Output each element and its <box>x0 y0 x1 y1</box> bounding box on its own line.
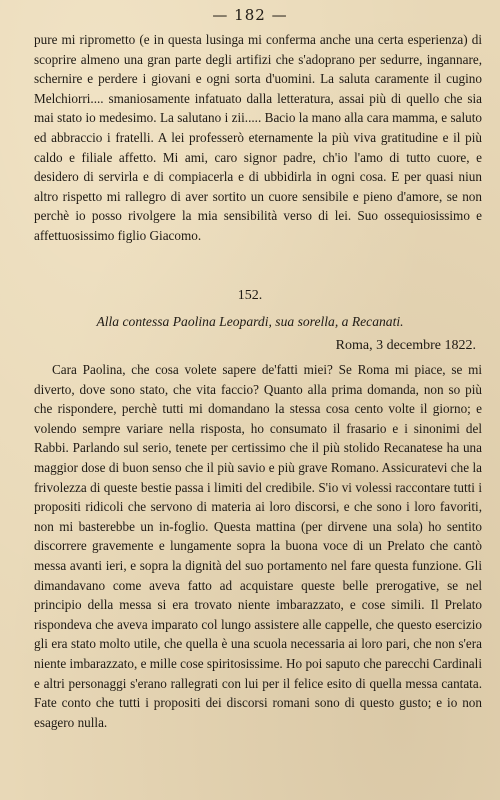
paragraph-1: pure mi riprometto (e in questa lusinga mi conferma anche una certa esperienza) di scoprire almeno una gran parte degli artifizi che s'adoprano per sedurre, ingannare, schernire e perdere i giovani e ogni sorta d'uomini. La saluta caramente il cugino Melchiorri.... smaniosamente infatuato dalla letteratura, assai più di quello che sia mai stato io medesimo. La salutano i zii..... Bacio la mano alla cara mamma, e saluto ed abbraccio i fratelli. A lei professerò eternamente la più viva gratitudine e il più caldo e filiale affetto. Mi ami, caro signor padre, ch'io l'amo di tutto cuore, e desidero di servirla e di compiacerla e di ubbidirla in ogni cosa. E per quasi niun altro rispetto mi rallegro di aver sortito un cuore sensibile e pieno d'amore, se non perchè io posso rivolgere la mia sensibilità verso di lei. Suo ossequiosissimo e affettuosissimo figlio Giacomo. <box>34 32 482 243</box>
letter-number: 152. <box>237 288 263 303</box>
letter-heading: Alla contessa Paolina Leopardi, sua sorella, a Recanati. <box>96 314 404 329</box>
paragraph-2: Cara Paolina, che cosa volete sapere de'fatti miei? Se Roma mi piace, se mi diverto, dove sono stato, che vita faccio? Quanto alla prima domanda, non so più che rispondere, perchè tutti mi domandano la stessa cosa cento volte il giorno; e volendo sempre variare nella risposta, ho consumato il frasario e i sinonimi del Rabbi. Parlando sul serio, tenete per certissimo che il più stolido Recanatese ha una maggior dose di buon senso che il più savio e più grave Romano. Assicuratevi che la frivolezza di queste bestie passa i limiti del credibile. S'io vi volessi raccontare tutti i propositi ridicoli che servono di materia ai loro discorsi, e che sono i loro favoriti, non mi basterebbe un in-foglio. Questa mattina (per dirvene una sola) ho sentito discorrere gravemente e lungamente sopra la buona voce di un Prelato che cantò messa avanti ieri, e sopra la dignità del suo portamento nel fare questa funzione. Gli dimandavano come aveva fatto ad acquistare queste belle prerogative, se nel principio della messa si era trovato niente imbarazzato, e cose simili. Il Prelato rispondeva che aveva imparato col lungo assistere alle cappelle, che questo esercizio gli era stato molto utile, che quella è una scuola necessaria ai loro pari, che non s'era niente imbarazzato, e mille cose spiritosissime. Ho poi saputo che parecchi Cardinali e altri personaggi s'erano rallegrati con lui per il felice esito di quella messa cantata. Fate conto che tutti i propositi dei discorsi romani sono di questo gusto; e io non esagero nulla. <box>34 362 482 730</box>
page-number-header: — 182 — <box>212 6 288 24</box>
letter-date: Roma, 3 decembre 1822. <box>335 338 476 353</box>
